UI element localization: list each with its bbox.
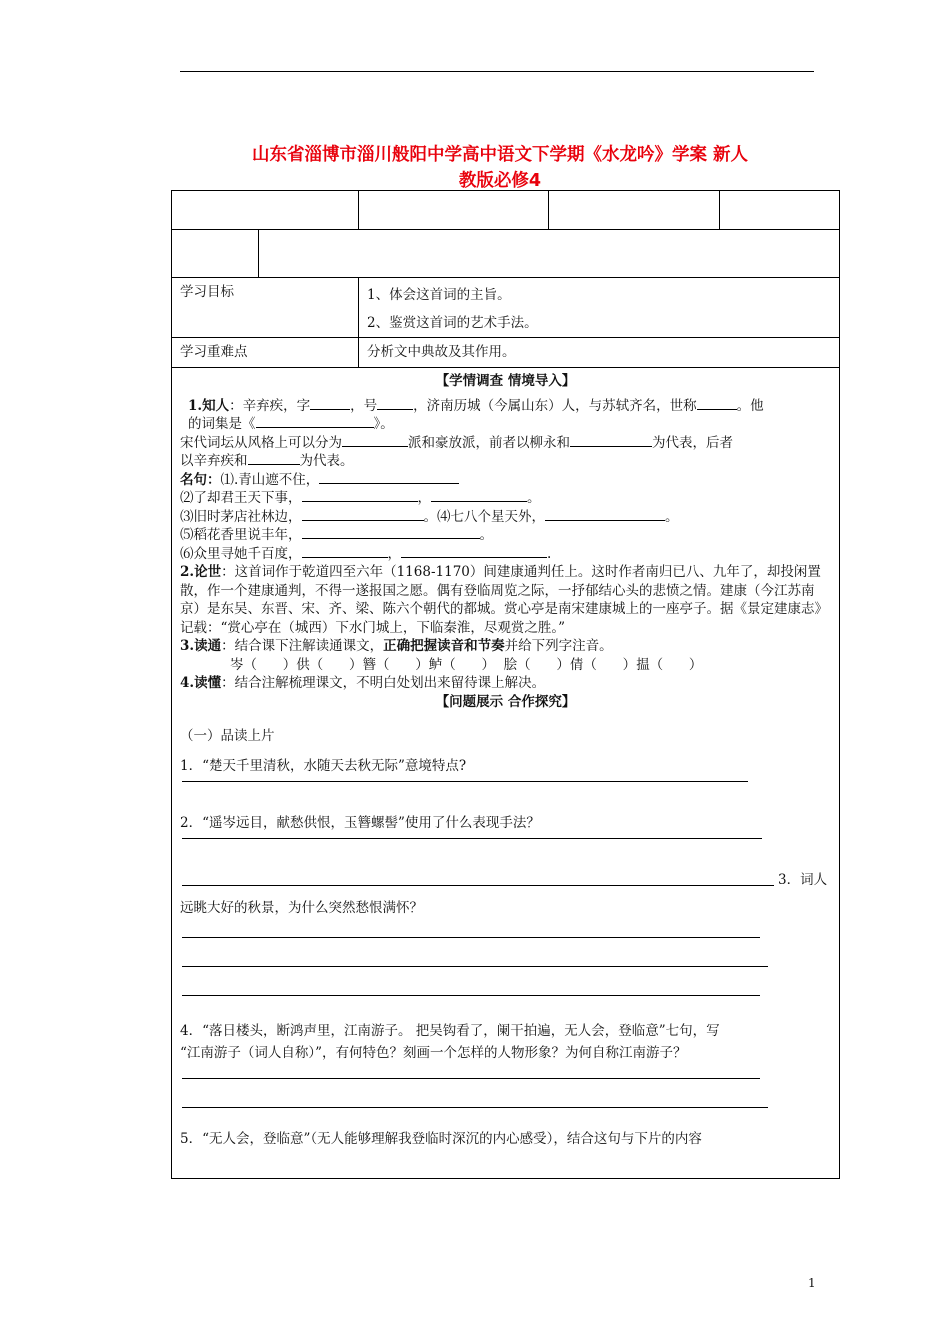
- goal-2: 2、鉴赏这首词的艺术手法。: [367, 315, 538, 331]
- read-through-line: [180, 637, 831, 656]
- period: 。: [479, 527, 493, 543]
- part-1-heading: （一）品读上片: [180, 728, 275, 744]
- famous-line-2-text: ⑵了却君王天下事，: [180, 490, 302, 506]
- question-1: 1．“楚天千里清秋，水随天去秋无际”意境特点?: [180, 758, 467, 774]
- blank-cell[interactable]: [172, 230, 259, 278]
- blank-header-row: [172, 191, 840, 230]
- famous-line-5-text: ⑸稻花香里说丰年，: [180, 527, 302, 543]
- collection-line: [180, 415, 831, 434]
- key-label: 学习重难点: [180, 344, 248, 360]
- goals-value-cell: [359, 278, 840, 338]
- page-title: [150, 142, 850, 194]
- blank-line-3[interactable]: [302, 508, 424, 521]
- famous-line-5: [180, 526, 831, 545]
- famous-line-3: [180, 508, 831, 527]
- und-num: 4.: [180, 675, 195, 691]
- famous-line-1-text: ⑴.青山遮不住，: [220, 471, 320, 488]
- title-line-1: 山东省淄博市淄川般阳中学高中语文下学期《水龙吟》学案 新人: [251, 145, 749, 165]
- goals-label-cell: [172, 278, 359, 338]
- comma: ，: [387, 545, 401, 562]
- blank-bold-poet[interactable]: [248, 452, 300, 465]
- und-label: 读懂: [194, 675, 222, 691]
- school-text-c: 为代表，后者: [652, 434, 733, 451]
- know-text-c: ，济南历城（今属山东）人，与苏轼齐名，世称: [413, 397, 697, 414]
- goals-row: [172, 278, 840, 338]
- read-num: 3.: [180, 638, 195, 654]
- comma: ，: [417, 490, 431, 506]
- read-text-b: 并给下列字注音。: [504, 638, 613, 654]
- blank-school[interactable]: [342, 434, 408, 447]
- answer-line-5[interactable]: [182, 966, 768, 967]
- question-3-line: [180, 869, 831, 891]
- title-line-2: 教版必修4: [458, 171, 542, 191]
- page-number: 1: [808, 1276, 816, 1290]
- blank-line-1[interactable]: [319, 471, 459, 484]
- famous-line-6: [180, 545, 831, 564]
- worksheet-table: [171, 190, 840, 1179]
- famous-line-1: [180, 471, 831, 490]
- blank-line-4[interactable]: [545, 508, 665, 521]
- answer-line-3[interactable]: [182, 885, 774, 886]
- question-4-line-2: “江南游子（词人自称）”，有何特色？刻画一个怎样的人物形象？为何自称江南游子？: [180, 1045, 687, 1061]
- read-text-a: ：结合课下注解读通课文，: [221, 638, 384, 654]
- blank-collection[interactable]: [256, 415, 374, 428]
- know-text-f: 》。: [373, 416, 394, 432]
- know-num: 1.: [188, 397, 203, 414]
- blank-cell[interactable]: [359, 191, 549, 230]
- know-text-b: ，号: [350, 397, 378, 414]
- key-value: 分析文中典故及其作用。: [367, 344, 516, 360]
- famous-line-3-text: ⑶旧时茅店社林边，: [180, 508, 302, 525]
- blank-second-row: [172, 230, 840, 278]
- blank-courtesy-name[interactable]: [310, 397, 350, 410]
- key-value-cell: [359, 338, 840, 368]
- school-text-d: 以辛弃疾和: [180, 453, 248, 469]
- section2-heading: 【问题展示 合作探究】: [435, 693, 576, 710]
- header-rule: [180, 71, 814, 72]
- main-content-cell: [172, 368, 840, 1179]
- blank-line-5[interactable]: [302, 526, 480, 539]
- know-text-d: 。他: [736, 397, 764, 414]
- blank-art-name[interactable]: [377, 397, 413, 410]
- know-text-e: 的词集是《: [188, 416, 256, 432]
- und-text: ：结合注解梳理课文，不明白处划出来留待课上解决。: [221, 675, 546, 691]
- famous-lines-label: 名句：: [180, 471, 221, 488]
- famous-line-6-text: ⑹众里寻她千百度，: [180, 545, 302, 562]
- period: .: [547, 545, 552, 562]
- read-label: 读通: [194, 638, 222, 654]
- background-paragraph: [180, 563, 831, 637]
- question-3: 远眺大好的秋景，为什么突然愁恨满怀？: [180, 900, 423, 916]
- know-person-line: [180, 397, 831, 416]
- famous-line-2: [180, 489, 831, 508]
- schools-line-1: [180, 434, 831, 453]
- blank-line-2b[interactable]: [431, 489, 527, 502]
- blank-cell[interactable]: [720, 191, 840, 230]
- key-label-cell: [172, 338, 359, 368]
- blank-graceful-poet[interactable]: [570, 434, 652, 447]
- blank-line-6b[interactable]: [401, 545, 547, 558]
- know-label: 知人: [202, 397, 230, 414]
- know-text-a: ：辛弃疾，字: [229, 397, 311, 414]
- blank-cell[interactable]: [549, 191, 720, 230]
- bg-num: 2.: [180, 564, 195, 580]
- question-5: 5．“无人会，登临意”（无人能够理解我登临时深沉的内心感受），结合这句与下片的内容: [180, 1131, 702, 1147]
- read-emphasis: 正确把握读音和节奏: [383, 638, 505, 654]
- key-points-row: [172, 338, 840, 368]
- answer-line-7[interactable]: [182, 1078, 760, 1079]
- question-3-start: 3．词人: [778, 872, 828, 888]
- famous-line-4-text: 。⑷七八个星天外，: [423, 508, 545, 525]
- blank-cell[interactable]: [172, 191, 359, 230]
- answer-line-4[interactable]: [182, 937, 760, 938]
- schools-line-2: [180, 452, 831, 471]
- blank-cell[interactable]: [259, 230, 840, 278]
- bg-text: ：这首词作于乾道四至六年（1168-1170）间建康通判任上。这时作者南归已八、九年了，却投闲置散，作一个建康通判，不得一遂报国之愿。偶有登临周览之际，一抒郁结心头的悲愤之情。建康（今江苏南京）是东吴、东晋、宋、齐、梁、陈六个朝代的都城。赏心亭是南宋建康城上的一座亭子。据《景定建康志》记载：“赏心亭在（城西）下水门城上，下临秦淮，尽观赏之胜。”: [180, 564, 828, 636]
- blank-title[interactable]: [697, 397, 737, 410]
- period: 。: [527, 490, 541, 506]
- period: 。: [665, 508, 679, 525]
- main-content-row: [172, 368, 840, 1179]
- school-text-b: 派和豪放派，前者以柳永和: [408, 434, 570, 451]
- blank-line-6a[interactable]: [302, 545, 388, 558]
- section1-heading: 【学情调查 情境导入】: [435, 373, 576, 389]
- question-4-line-1: 4．“落日楼头，断鸿声里，江南游子。 把吴钩看了，阑干拍遍，无人会，登临意”七句，写: [180, 1023, 720, 1039]
- phonetic-blanks[interactable]: 岑（ ）供（ ）簪（ ）鲈（ ） 脍（ ）倩（ ）揾（ ）: [230, 656, 703, 673]
- bg-label: 论世: [194, 564, 222, 580]
- school-text-a: 宋代词坛从风格上可以分为: [180, 434, 342, 451]
- goals-label: 学习目标: [180, 284, 234, 300]
- school-text-e: 为代表。: [299, 453, 354, 469]
- question-2: 2．“遥岑远目，献愁供恨，玉簪螺髻”使用了什么表现手法？: [180, 815, 540, 831]
- goal-1: 1、体会这首词的主旨。: [367, 287, 511, 303]
- blank-line-2a[interactable]: [302, 489, 418, 502]
- understand-line: [180, 674, 831, 693]
